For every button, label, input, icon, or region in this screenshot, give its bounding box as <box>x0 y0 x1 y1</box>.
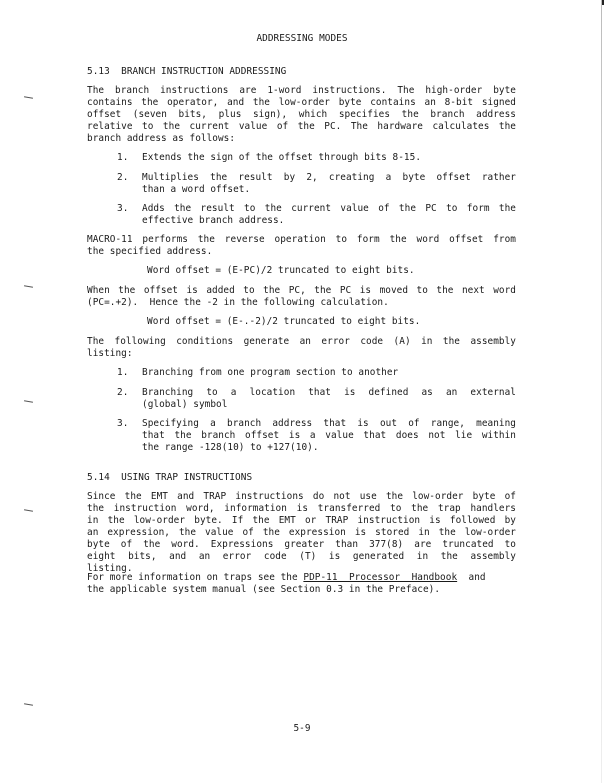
text-line: eight bits, and an error code (T) is generated in the assembly <box>87 551 516 562</box>
margin-mark <box>24 703 33 706</box>
running-title: ADDRESSING MODES <box>256 33 348 44</box>
section-heading-5-14: 5.14 USING TRAP INSTRUCTIONS <box>87 472 253 483</box>
text-line: branch address as follows: <box>87 133 236 144</box>
text-line: offset (seven bits, plus sign), which specifies the branch address <box>87 109 516 120</box>
list-number: 1. <box>117 367 129 378</box>
text-line: Since the EMT and TRAP instructions do not use the low-order byte of <box>87 491 516 502</box>
text-line: in the low-order byte. If the EMT or TRAP instruction is followed by <box>87 515 516 526</box>
text-line: the instruction word, information is transferred to the trap handlers <box>87 503 516 514</box>
list-number: 3. <box>117 418 129 429</box>
margin-mark <box>24 285 33 288</box>
list-item: than a word offset. <box>142 184 251 195</box>
text-line: the applicable system manual (see Section 0.3 in the Preface). <box>87 584 441 595</box>
page-number: 5-9 <box>293 723 311 734</box>
list-item: the range -128(10) to +127(10). <box>142 442 319 453</box>
text-line: MACRO-11 performs the reverse operation to form the word offset from <box>87 234 516 245</box>
text-line: byte of the word. Expressions greater than 377(8) are truncated to <box>87 539 516 550</box>
text-line: an expression, the value of the expression is stored in the low-order <box>87 527 516 538</box>
text-line: The branch instructions are 1-word instructions. The high-order byte <box>87 85 516 96</box>
text-line <box>87 572 486 584</box>
list-item: Extends the sign of the offset through bits 8-15. <box>142 152 422 163</box>
list-item: Adds the result to the current value of the PC to form the <box>142 203 516 214</box>
text-line: When the offset is added to the PC, the PC is moved to the next word <box>87 285 516 296</box>
margin-mark <box>24 400 33 403</box>
section-heading-5-13: 5.13 BRANCH INSTRUCTION ADDRESSING <box>87 66 287 77</box>
list-number: 3. <box>117 203 129 214</box>
list-item: (global) symbol <box>142 399 228 410</box>
text-line: contains the operator, and the low-order byte contains an 8-bit signed <box>87 97 516 108</box>
text-fragment: and <box>457 572 486 583</box>
list-item: Specifying a branch address that is out of range, meaning <box>142 418 516 429</box>
text-line: The following conditions generate an error code (A) in the assembly <box>87 336 516 347</box>
list-number: 2. <box>117 387 129 398</box>
list-number: 1. <box>117 152 129 163</box>
list-item: Branching from one program section to another <box>142 367 399 378</box>
list-item: Multiplies the result by 2, creating a byte offset rather <box>142 172 516 183</box>
list-item: Branching to a location that is defined as an external <box>142 387 516 398</box>
text-line: (PC=.+2). Hence the -2 in the following calculation. <box>87 297 389 308</box>
formula-word-offset: Word offset = (E-PC)/2 truncated to eight bits. <box>147 265 415 276</box>
page-edge <box>601 0 602 783</box>
text-fragment: For more information on traps see the <box>87 572 304 583</box>
margin-mark <box>24 509 33 512</box>
text-line: listing. <box>87 563 133 574</box>
text-line: the specified address. <box>87 246 213 257</box>
list-item: effective branch address. <box>142 215 285 226</box>
text-line: relative to the current value of the PC. The hardware calculates the <box>87 121 516 132</box>
formula-word-offset-2: Word offset = (E-.-2)/2 truncated to eight bits. <box>147 316 421 327</box>
text-line: listing: <box>87 348 133 359</box>
list-item: that the branch offset is a value that does not lie within <box>142 430 516 441</box>
margin-mark <box>24 96 33 99</box>
book-title: PDP-11 Processor Handbook <box>303 572 458 583</box>
list-number: 2. <box>117 172 129 183</box>
